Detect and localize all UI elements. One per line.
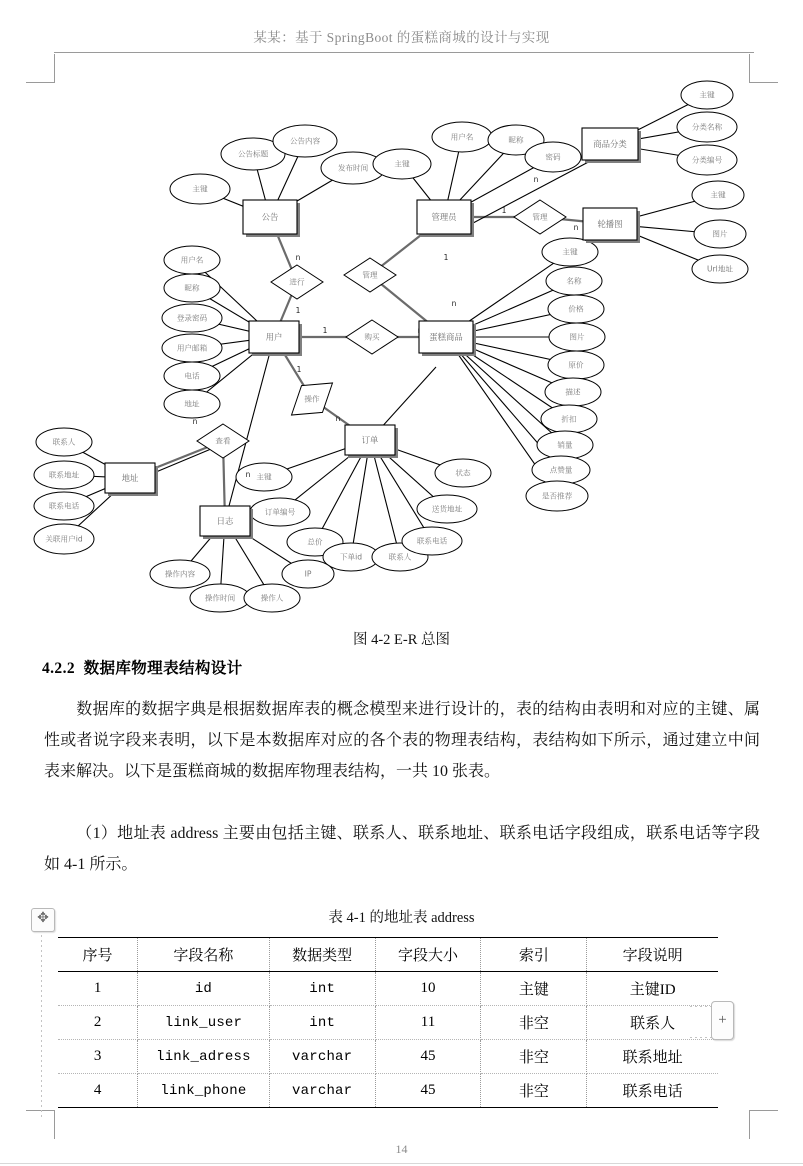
table-cell[interactable]: int [269, 1006, 375, 1040]
table-cell[interactable]: 1 [58, 972, 138, 1006]
table-row[interactable] [58, 972, 718, 1006]
er-attribute-label: 总价 [307, 537, 323, 547]
table-cell[interactable]: 主键ID [587, 972, 718, 1006]
table-row[interactable] [58, 1006, 718, 1040]
er-attribute-label: 图片 [569, 332, 585, 342]
er-attribute-label: 公告内容 [289, 136, 321, 146]
er-relationship-label: 购买 [364, 332, 380, 342]
er-attribute-label: 分类名称 [691, 122, 723, 132]
table-cell[interactable]: 3 [58, 1040, 138, 1074]
er-attribute-label: 主键 [562, 247, 578, 257]
er-attribute-label: 电话 [184, 371, 200, 381]
er-attribute-label: 公告标题 [237, 149, 269, 159]
er-cardinality-label: 1 [443, 253, 449, 262]
table-cell[interactable]: link_user [138, 1006, 270, 1040]
er-attribute-label: 主键 [256, 472, 272, 482]
table-header-cell: 序号 [58, 938, 138, 972]
paragraph-intro [44, 694, 760, 787]
table-cell[interactable]: int [269, 972, 375, 1006]
table-cell[interactable]: 10 [375, 972, 481, 1006]
er-attribute-label: 用户名 [450, 132, 474, 142]
er-cardinality-label: n [533, 175, 539, 184]
er-connector [225, 337, 274, 521]
er-attribute-label: 折扣 [561, 414, 577, 424]
er-attribute-label: 点赞量 [549, 465, 573, 475]
table-cell[interactable]: 45 [375, 1074, 481, 1108]
er-cardinality-label: n [192, 417, 198, 426]
er-relationship-label: 管理 [362, 270, 378, 280]
er-entity-label: 管理员 [431, 212, 457, 222]
table-header-cell: 数据类型 [269, 938, 375, 972]
er-attribute-label: 状态 [455, 468, 471, 478]
er-attribute-label: 是否推荐 [541, 491, 573, 501]
er-attribute-label: 操作时间 [204, 593, 236, 603]
er-attribute-label: 联系地址 [48, 470, 80, 480]
er-attribute-label: 主键 [394, 159, 410, 169]
er-attribute-label: 密码 [545, 152, 561, 162]
table-cell[interactable]: link_adress [138, 1040, 270, 1074]
table-cell[interactable]: 2 [58, 1006, 138, 1040]
er-entity-label: 商品分类 [593, 139, 627, 149]
er-attribute-label: 地址 [184, 399, 200, 409]
er-attribute-label: 联系人 [52, 437, 76, 447]
table-cell[interactable]: 45 [375, 1040, 481, 1074]
table-cell[interactable]: 非空 [481, 1074, 587, 1108]
section-heading [42, 656, 243, 678]
er-attribute-label: 联系电话 [416, 536, 448, 546]
address-table [58, 937, 718, 1108]
table-cell[interactable]: 11 [375, 1006, 481, 1040]
table-header-row [58, 938, 718, 972]
table-cell[interactable]: 联系电话 [587, 1074, 718, 1108]
er-attribute-label: 用户名 [180, 255, 204, 265]
table-row[interactable] [58, 1074, 718, 1108]
er-entity-label: 日志 [216, 516, 234, 526]
crop-mark-bottom-right [749, 1110, 778, 1139]
table-move-handle[interactable]: ✥ [31, 908, 55, 932]
er-cardinality-label: n [451, 299, 457, 308]
table-cell[interactable]: 主键 [481, 972, 587, 1006]
er-attribute-label: 下单id [339, 552, 363, 562]
er-attribute-label: 关联用户id [45, 534, 83, 544]
er-attribute-label: 主键 [699, 90, 715, 100]
er-cardinality-label: 1 [322, 326, 328, 335]
er-entity-label: 公告 [261, 212, 279, 222]
table-cell[interactable]: link_phone [138, 1074, 270, 1108]
er-attribute-label: 昵称 [184, 283, 200, 293]
er-cardinality-label: n [295, 253, 301, 262]
section-heading-number: 4.2.2 [42, 660, 75, 677]
er-diagram [20, 62, 783, 622]
page-number: 14 [395, 1142, 408, 1156]
table-row[interactable] [58, 1040, 718, 1074]
er-entity-label: 地址 [121, 473, 139, 483]
footer-divider [0, 1163, 803, 1164]
er-attribute-label: 图片 [712, 229, 728, 239]
table-cell[interactable]: 联系人 [587, 1006, 718, 1040]
er-cardinality-label: n [573, 223, 579, 232]
er-attribute-label: Url地址 [707, 264, 733, 274]
er-attribute-label: 发布时间 [337, 163, 369, 173]
table-header-cell: 字段说明 [587, 938, 718, 972]
er-attribute-label: 原价 [568, 360, 584, 370]
er-relationship-label: 操作 [304, 394, 320, 404]
table-header-cell: 字段名称 [138, 938, 270, 972]
header-title: 某某：基于 SpringBoot 的蛋糕商城的设计与实现 [253, 30, 550, 45]
table-caption: 表 4-1 的地址表 address [328, 910, 475, 926]
er-attribute-label: 描述 [565, 387, 581, 397]
er-attribute-label: 名称 [566, 276, 582, 286]
paragraph-address [44, 818, 760, 880]
er-attribute-label: 订单编号 [264, 507, 296, 517]
table-guide-left [41, 930, 42, 1120]
er-entity-label: 用户 [265, 332, 283, 342]
er-relationship-label: 管理 [532, 212, 548, 222]
figure-caption: 图 4-2 E-R 总图 [352, 632, 451, 648]
er-entity-label: 订单 [361, 435, 379, 445]
er-cardinality-label: n [245, 470, 251, 479]
er-attribute-label: 联系人 [388, 552, 412, 562]
er-attribute-label: 主键 [710, 190, 726, 200]
section-heading-title: 数据库物理表结构设计 [83, 660, 243, 677]
er-cardinality-label: 1 [295, 306, 301, 315]
er-attribute-label: 分类编号 [691, 155, 723, 165]
er-attribute-label: 价格 [568, 304, 584, 314]
table-cell[interactable]: 非空 [481, 1006, 587, 1040]
er-cardinality-label: 1 [501, 206, 507, 215]
table-cell[interactable]: id [138, 972, 270, 1006]
address-table-wrapper [58, 937, 718, 1108]
header-divider [54, 52, 754, 53]
table-cell[interactable]: 联系地址 [587, 1040, 718, 1074]
er-attribute-label: 送货地址 [431, 504, 463, 514]
paragraph-intro-text: 数据库的数据字典是根据数据库表的概念模型来进行设计的，表的结构由表明和对应的主键、属性或者说字段来表明，以下是本数据库对应的各个表的物理表结构，表结构如下所示，通过建立中间表来解决。以下是蛋糕商城的数据库物理表结构，一共 10 张表。 [44, 701, 760, 780]
er-entity-label: 蛋糕商品 [429, 332, 463, 342]
er-attribute-label: 操作人 [260, 593, 284, 603]
er-attribute-label: 销量 [557, 440, 573, 450]
er-attribute-label: 操作内容 [164, 569, 196, 579]
er-entity-label: 轮播图 [597, 219, 623, 229]
paragraph-address-text: （1）地址表 address 主要由包括主键、联系人、联系地址、联系电话字段组成，联系电话等字段如 4-1 所示。 [44, 825, 760, 873]
table-add-column-button[interactable]: + [711, 1001, 734, 1040]
er-connector [156, 449, 211, 472]
er-attribute-label: 主键 [192, 184, 208, 194]
er-shapes [34, 81, 748, 612]
table-cell[interactable]: varchar [269, 1074, 375, 1108]
table-cell[interactable]: varchar [269, 1040, 375, 1074]
table-cell[interactable]: 4 [58, 1074, 138, 1108]
er-attribute-label: 联系电话 [48, 501, 80, 511]
er-attribute-label: IP [304, 569, 312, 579]
er-cardinality-label: n [335, 414, 341, 423]
table-header-cell: 字段大小 [375, 938, 481, 972]
er-cardinality-label: 1 [296, 365, 302, 374]
er-attribute-label: 用户邮箱 [176, 343, 208, 353]
er-attribute-label: 登录密码 [176, 313, 208, 323]
page-header [0, 0, 803, 56]
table-cell[interactable]: 非空 [481, 1040, 587, 1074]
er-relationship-label: 进行 [289, 277, 305, 287]
er-relationship-label: 查看 [215, 436, 231, 446]
table-header-cell: 索引 [481, 938, 587, 972]
er-attribute-label: 昵称 [508, 135, 524, 145]
